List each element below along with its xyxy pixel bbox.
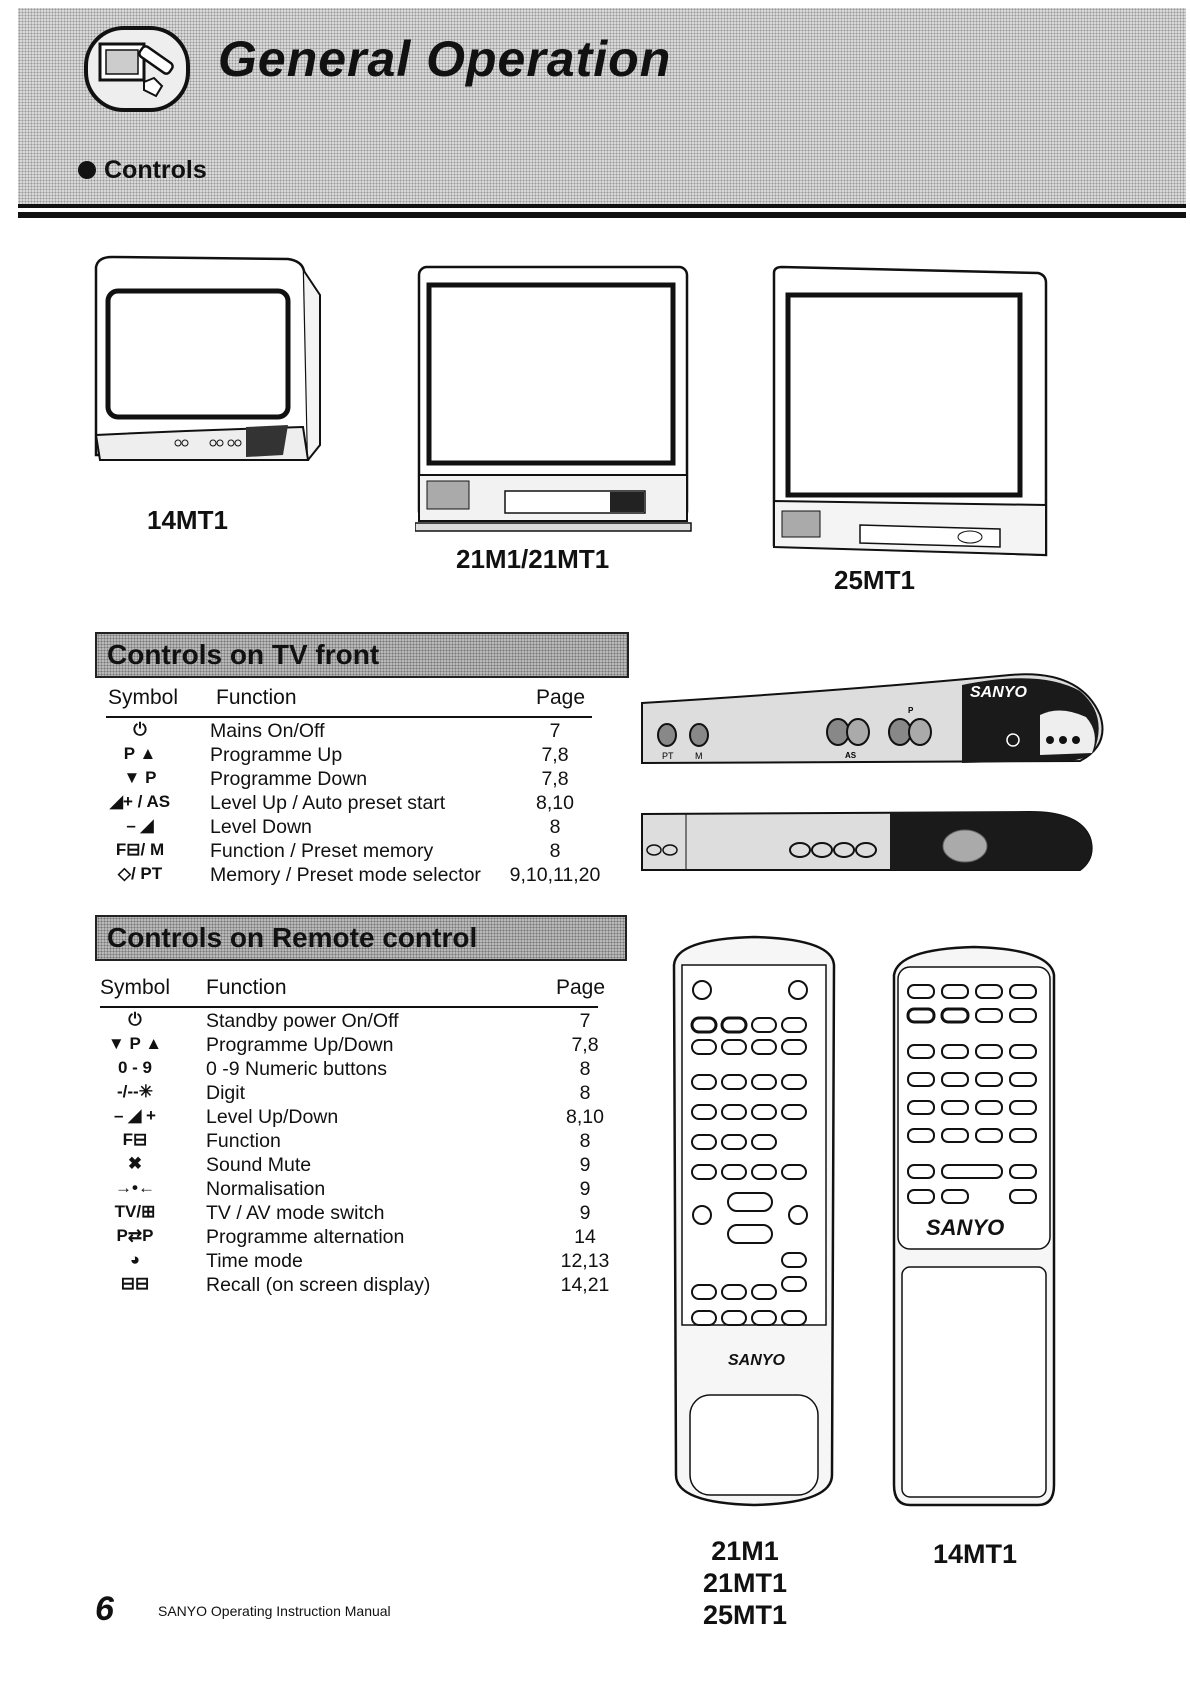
symbol: ▼ P ▲ (107, 1034, 163, 1053)
col-symbol: Symbol (100, 976, 171, 999)
page: 14,21 (560, 1274, 610, 1296)
symbol: 0 - 9 (117, 1058, 153, 1077)
page: 12,13 (560, 1250, 610, 1272)
function: Programme Up (210, 744, 343, 766)
symbol: TV/⊞ (114, 1202, 156, 1221)
page: 7,8 (571, 1034, 599, 1056)
symbol: -/--✳ (117, 1082, 153, 1101)
function: Level Up/Down (206, 1106, 339, 1128)
symbol: ◕ (129, 1250, 141, 1269)
function: Recall (on screen display) (206, 1274, 431, 1296)
page: 7 (579, 1010, 591, 1032)
page: 9 (579, 1202, 591, 1224)
page: 9,10,11,20 (509, 864, 601, 886)
symbol: →•← (115, 1178, 155, 1197)
function: Time mode (206, 1250, 303, 1272)
symbol: F⊟/ M (115, 840, 165, 859)
remote-table (90, 976, 610, 1316)
page-number: 6 (95, 1590, 114, 1628)
symbol: ⏻ (133, 720, 147, 739)
function: Sound Mute (206, 1154, 312, 1176)
page: 8 (579, 1130, 591, 1152)
tv-front-heading: Controls on TV front (95, 632, 629, 678)
model-label-25mt1: 25MT1 (834, 565, 915, 595)
col-page: Page (536, 686, 586, 709)
page: 14 (574, 1226, 596, 1248)
remote-21m1-illustration (668, 935, 840, 1510)
page: 9 (579, 1154, 591, 1176)
front-panel-small-illustration (640, 808, 1100, 878)
lbl-p: P (908, 706, 914, 715)
page: 7,8 (541, 768, 569, 790)
tv-remote-icon (84, 26, 190, 112)
lbl-as: AS (845, 751, 857, 760)
symbol: P ▲ (123, 744, 157, 763)
page: 7,8 (541, 744, 569, 766)
model-label-21m1: 21M1/21MT1 (456, 544, 610, 574)
page: 8 (579, 1082, 591, 1104)
remote-heading: Controls on Remote control (95, 915, 627, 961)
front-brand: SANYO (970, 684, 1027, 701)
footer-text: SANYO Operating Instruction Manual (158, 1603, 391, 1619)
page: 8 (549, 816, 561, 838)
tv-14mt1-illustration (88, 255, 323, 495)
page: 8 (549, 840, 561, 862)
function: Programme Down (210, 768, 368, 790)
section-label (78, 156, 207, 185)
remote-label-21m1: 21M1 (711, 1536, 779, 1566)
col-function: Function (216, 686, 297, 709)
remote-brand-14: SANYO (926, 1215, 1005, 1240)
function: Digit (206, 1082, 246, 1104)
page: 8,10 (566, 1106, 604, 1128)
symbol: F⊟ (122, 1130, 148, 1149)
header-rule (106, 716, 592, 718)
symbol: ⊟⊟ (120, 1274, 150, 1293)
tv-21m1-illustration (415, 263, 695, 533)
remote-14mt1-illustration (888, 945, 1060, 1510)
col-page: Page (556, 976, 606, 999)
tv-front-table (90, 686, 610, 896)
col-symbol: Symbol (108, 686, 179, 709)
symbol: – ◢ + (114, 1106, 156, 1125)
symbol: ◇/ PT (117, 864, 163, 883)
remote-model-labels-left (690, 1535, 800, 1631)
function: Programme alternation (206, 1226, 405, 1248)
page-title: General Operation (218, 31, 672, 87)
function: TV / AV mode switch (206, 1202, 385, 1224)
symbol: ◢+ / AS (109, 792, 171, 811)
header-rule (100, 1006, 598, 1008)
col-function: Function (206, 976, 287, 999)
remote-label-14mt1: 14MT1 (932, 1539, 1018, 1569)
page: 8,10 (536, 792, 574, 814)
symbol: ▼ P (123, 768, 157, 787)
function: Function (206, 1130, 281, 1152)
section-label-text: Controls (104, 156, 207, 184)
function: Normalisation (206, 1178, 326, 1200)
function: 0 -9 Numeric buttons (206, 1058, 387, 1080)
symbol: ⏻ (128, 1010, 142, 1029)
front-panel-large-illustration (640, 665, 1110, 770)
model-label-14mt1: 14MT1 (147, 505, 228, 535)
page: 9 (579, 1178, 591, 1200)
function: Memory / Preset mode selector (210, 864, 481, 886)
symbol: – ◢ (126, 816, 154, 835)
page: 8 (579, 1058, 591, 1080)
lbl-m: M (695, 751, 703, 761)
function: Function / Preset memory (210, 840, 434, 862)
function: Level Up / Auto preset start (210, 792, 446, 814)
remote-label-25mt1: 25MT1 (702, 1600, 788, 1630)
function: Level Down (210, 816, 312, 838)
page-header (18, 8, 1186, 208)
lbl-pt: PT (662, 751, 674, 761)
page: 7 (549, 720, 561, 742)
function: Mains On/Off (210, 720, 325, 742)
function: Programme Up/Down (206, 1034, 394, 1056)
remote-brand: SANYO (728, 1352, 785, 1369)
function: Standby power On/Off (206, 1010, 399, 1032)
symbol: ✖ (127, 1154, 143, 1173)
tv-25mt1-illustration (770, 265, 1050, 565)
symbol: P⇄P (116, 1226, 154, 1245)
remote-label-21mt1: 21MT1 (702, 1568, 788, 1598)
